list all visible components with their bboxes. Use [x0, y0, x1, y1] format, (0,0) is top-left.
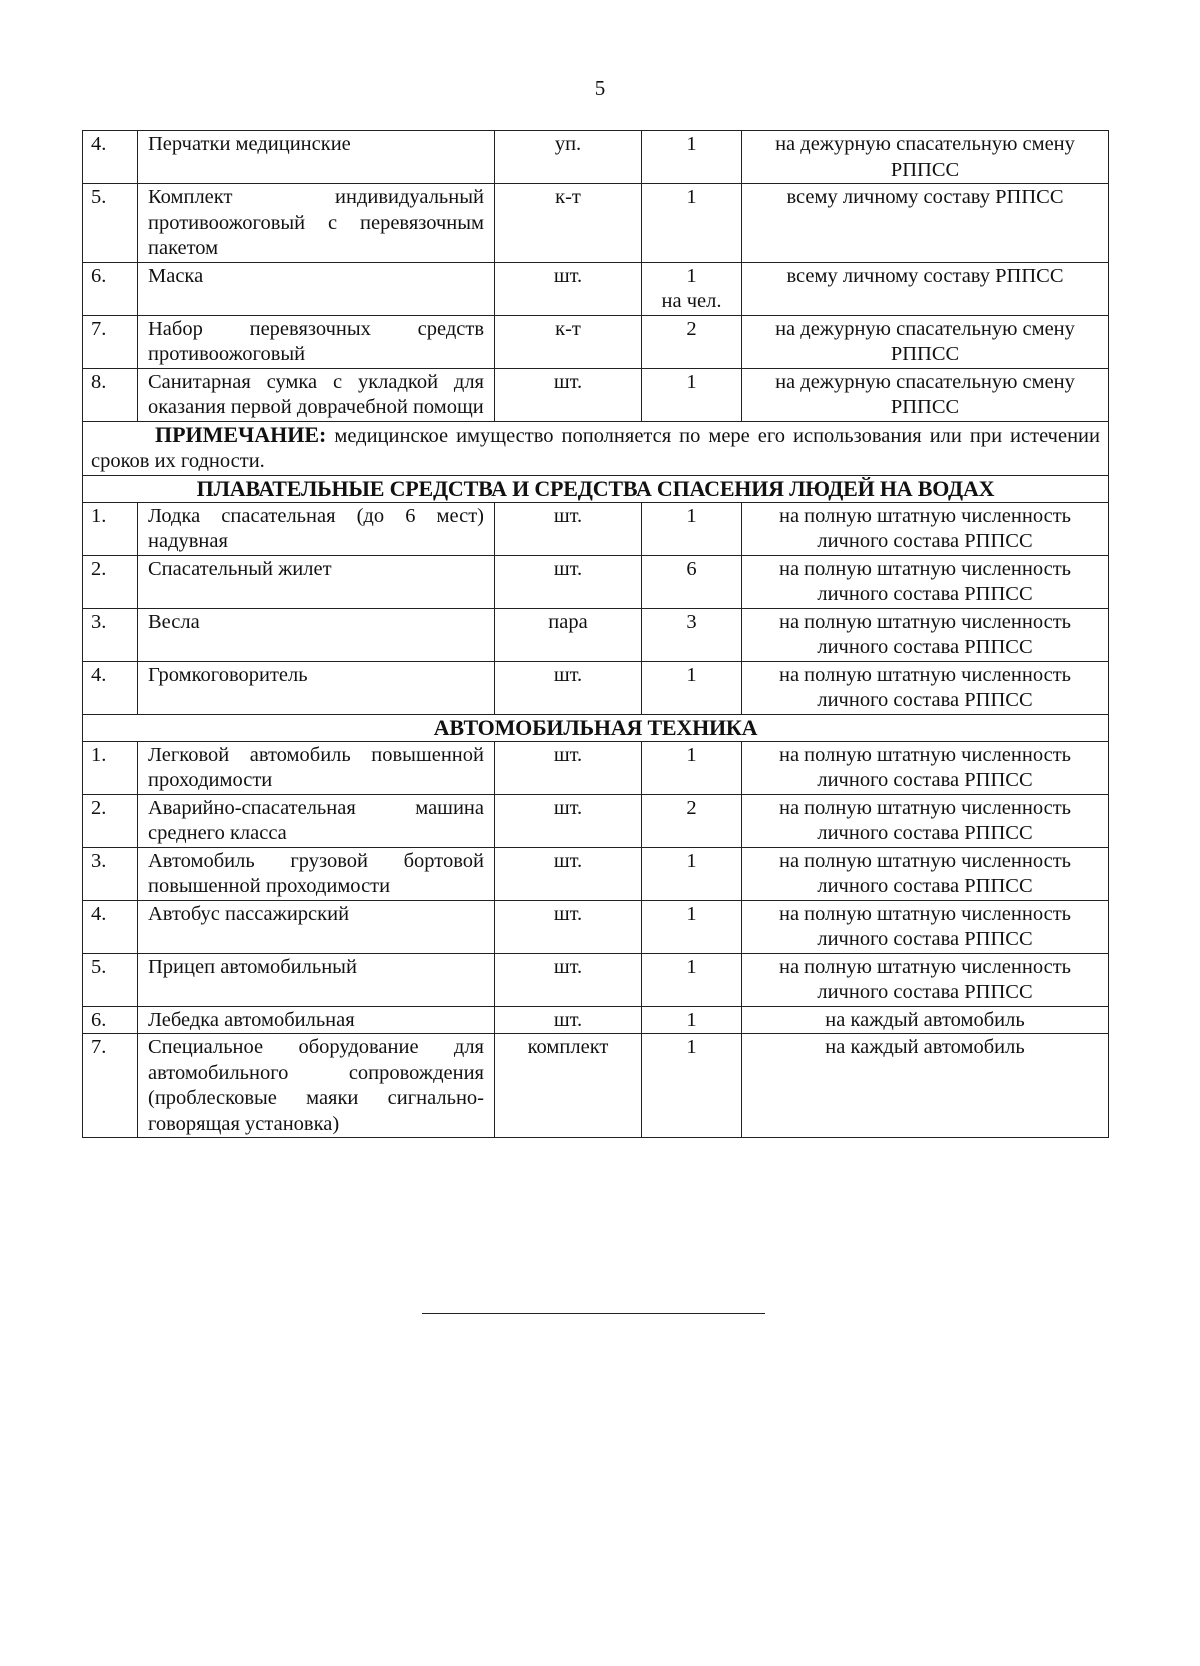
- item-name: Комплект индивидуальный противоожоговый с перевязочным пакетом: [138, 184, 495, 263]
- table-row: [83, 608, 1109, 661]
- item-unit: шт.: [495, 847, 642, 900]
- item-unit: к-т: [495, 315, 642, 368]
- item-name: Набор перевязочных средств противоожоговый: [138, 315, 495, 368]
- item-name: Громкоговоритель: [138, 661, 495, 714]
- row-number: 4.: [83, 131, 138, 184]
- item-quantity: 1: [642, 131, 742, 184]
- item-quantity: 1: [642, 1006, 742, 1034]
- table-row: [83, 661, 1109, 714]
- section-heading-auto: АВТОМОБИЛЬНАЯ ТЕХНИКА: [83, 714, 1109, 741]
- item-unit: шт.: [495, 262, 642, 315]
- item-name: Аварийно-спасательная машина среднего класса: [138, 794, 495, 847]
- item-unit: шт.: [495, 1006, 642, 1034]
- item-quantity: 1: [642, 900, 742, 953]
- row-number: 1.: [83, 741, 138, 794]
- row-number: 6.: [83, 262, 138, 315]
- item-note: на каждый автомобиль: [742, 1006, 1109, 1034]
- item-note: на дежурную спасательную смену РППСС: [742, 131, 1109, 184]
- row-number: 3.: [83, 847, 138, 900]
- table-row: [83, 262, 1109, 315]
- item-quantity: 1: [642, 741, 742, 794]
- item-note: на полную штатную численность личного состава РППСС: [742, 555, 1109, 608]
- item-name: Специальное оборудование для автомобильного сопровождения (проблесковые маяки сигнально-говорящая установка): [138, 1034, 495, 1138]
- item-note: на полную штатную численность личного состава РППСС: [742, 900, 1109, 953]
- table-row: [83, 131, 1109, 184]
- row-number: 1.: [83, 502, 138, 555]
- item-name: Санитарная сумка с укладкой для оказания первой доврачебной помощи: [138, 368, 495, 421]
- row-number: 2.: [83, 794, 138, 847]
- item-note: на полную штатную численность личного состава РППСС: [742, 741, 1109, 794]
- item-quantity: 1: [642, 368, 742, 421]
- table-row: [83, 184, 1109, 263]
- table-row: [83, 900, 1109, 953]
- item-unit: комплект: [495, 1034, 642, 1138]
- item-quantity: 1: [642, 847, 742, 900]
- item-quantity: 1: [642, 661, 742, 714]
- row-number: 5.: [83, 953, 138, 1006]
- item-unit: шт.: [495, 368, 642, 421]
- item-note: на полную штатную численность личного состава РППСС: [742, 661, 1109, 714]
- row-number: 5.: [83, 184, 138, 263]
- table-row: [83, 741, 1109, 794]
- table-row: [83, 502, 1109, 555]
- section-row: [83, 714, 1109, 741]
- item-unit: шт.: [495, 555, 642, 608]
- equipment-table: [82, 130, 1109, 1138]
- end-of-document-rule: [422, 1313, 765, 1314]
- item-quantity: 2: [642, 794, 742, 847]
- item-unit: шт.: [495, 502, 642, 555]
- item-unit: шт.: [495, 900, 642, 953]
- table-row: [83, 555, 1109, 608]
- item-quantity: 1: [642, 1034, 742, 1138]
- remark-text: медицинское имущество пополняется по мере его использования или при истечении сроков их годности.: [91, 424, 1100, 472]
- item-unit: шт.: [495, 794, 642, 847]
- remark: [83, 421, 1109, 475]
- item-name: Перчатки медицинские: [138, 131, 495, 184]
- row-number: 7.: [83, 315, 138, 368]
- item-quantity: 1: [642, 502, 742, 555]
- item-name: Спасательный жилет: [138, 555, 495, 608]
- table-row: [83, 794, 1109, 847]
- table-row: [83, 1006, 1109, 1034]
- item-unit: уп.: [495, 131, 642, 184]
- item-name: Лодка спасательная (до 6 мест) надувная: [138, 502, 495, 555]
- item-quantity: 2: [642, 315, 742, 368]
- item-name: Весла: [138, 608, 495, 661]
- item-name: Автобус пассажирский: [138, 900, 495, 953]
- item-unit: шт.: [495, 953, 642, 1006]
- item-note: на полную штатную численность личного состава РППСС: [742, 847, 1109, 900]
- table-row: [83, 1034, 1109, 1138]
- item-name: Легковой автомобиль повышенной проходимости: [138, 741, 495, 794]
- item-quantity: 1: [686, 264, 697, 287]
- item-note: всему личному составу РППСС: [742, 184, 1109, 263]
- item-note: на дежурную спасательную смену РППСС: [742, 368, 1109, 421]
- item-name: Автомобиль грузовой бортовой повышенной проходимости: [138, 847, 495, 900]
- row-number: 4.: [83, 661, 138, 714]
- table-row: [83, 847, 1109, 900]
- item-note: на полную штатную численность личного состава РППСС: [742, 608, 1109, 661]
- item-quantity-extra: на чел.: [661, 290, 722, 312]
- remark-label: ПРИМЕЧАНИЕ:: [155, 421, 327, 447]
- section-heading-water: ПЛАВАТЕЛЬНЫЕ СРЕДСТВА И СРЕДСТВА СПАСЕНИЯ ЛЮДЕЙ НА ВОДАХ: [83, 475, 1109, 502]
- table-row: [83, 315, 1109, 368]
- item-quantity-cell: [642, 262, 742, 315]
- item-note: на полную штатную численность личного состава РППСС: [742, 794, 1109, 847]
- item-quantity: 3: [642, 608, 742, 661]
- remark-row: [83, 421, 1109, 475]
- item-note: на дежурную спасательную смену РППСС: [742, 315, 1109, 368]
- item-note: на полную штатную численность личного состава РППСС: [742, 953, 1109, 1006]
- row-number: 7.: [83, 1034, 138, 1138]
- item-unit: пара: [495, 608, 642, 661]
- row-number: 3.: [83, 608, 138, 661]
- item-name: Прицеп автомобильный: [138, 953, 495, 1006]
- item-quantity: 1: [642, 953, 742, 1006]
- item-name: Маска: [138, 262, 495, 315]
- item-quantity: 1: [642, 184, 742, 263]
- table-row: [83, 368, 1109, 421]
- item-unit: к-т: [495, 184, 642, 263]
- table-row: [83, 953, 1109, 1006]
- item-note: всему личному составу РППСС: [742, 262, 1109, 315]
- item-unit: шт.: [495, 661, 642, 714]
- item-unit: шт.: [495, 741, 642, 794]
- page-number: 5: [594, 76, 606, 100]
- item-quantity: 6: [642, 555, 742, 608]
- item-name: Лебедка автомобильная: [138, 1006, 495, 1034]
- item-note: на каждый автомобиль: [742, 1034, 1109, 1138]
- row-number: 8.: [83, 368, 138, 421]
- row-number: 2.: [83, 555, 138, 608]
- item-note: на полную штатную численность личного состава РППСС: [742, 502, 1109, 555]
- row-number: 6.: [83, 1006, 138, 1034]
- row-number: 4.: [83, 900, 138, 953]
- section-row: [83, 475, 1109, 502]
